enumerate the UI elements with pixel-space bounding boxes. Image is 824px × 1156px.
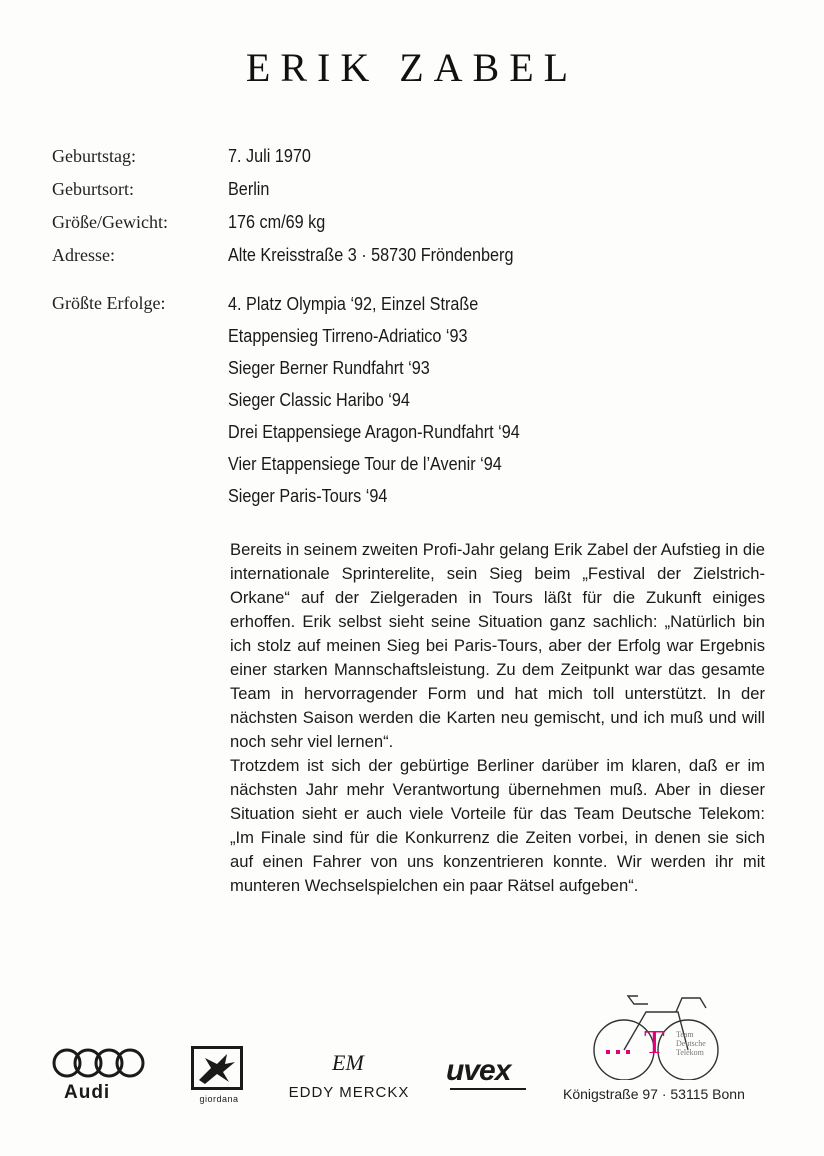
team-line: Deutsche: [676, 1039, 706, 1048]
sponsor-logos: [0, 990, 824, 1140]
gazelle-icon: [191, 1046, 243, 1090]
fact-label: Geburtstag:: [52, 146, 136, 166]
team-line: Telekom: [676, 1048, 704, 1057]
successes-list: [228, 288, 552, 512]
audi-logo: [50, 1046, 150, 1106]
bio-paragraph: Trotzdem ist sich der gebürtige Berliner darüber im klaren, daß er im nächsten Jahr mehr Verantwortung übernehmen muß. Aber in dieser Situation sieht er auch viele Vorteile für das Team Deutsche Telekom: „Im Finale sind für die Konkurrenz die Zeiten vorbei, in denen sie sich auf einen Fahrer von uns konzentrieren konnte. Wir werden ihr mit munteren Wechselspielchen ein paar Rätsel aufgeben“.: [230, 756, 765, 895]
audi-wordmark: Audi: [64, 1082, 111, 1103]
fact-row-birthplace: [52, 173, 792, 206]
merckx-monogram-icon: EM: [332, 1050, 364, 1075]
fact-label: Adresse:: [52, 245, 115, 265]
team-address: Königstraße 97 · 53115 Bonn: [563, 1086, 745, 1102]
fact-row-birthday: [52, 140, 792, 173]
fact-value: Alte Kreisstraße 3 · 58730 Fröndenberg: [228, 245, 514, 265]
team-name-text: [676, 1030, 706, 1057]
uvex-wordmark: uvex: [446, 1054, 511, 1087]
page-title: ERIK ZABEL: [245, 45, 579, 90]
biography-text: [230, 538, 765, 898]
fact-row-size-weight: [52, 206, 792, 239]
eddy-merckx-logo: [284, 1050, 414, 1106]
success-item: Sieger Classic Haribo ‘94: [228, 390, 410, 410]
giordana-wordmark: giordana: [199, 1094, 239, 1104]
personal-facts: [52, 140, 792, 272]
fact-value: 7. Juli 1970: [228, 146, 311, 166]
fact-label: Geburtsort:: [52, 179, 134, 199]
successes-section: [52, 288, 792, 512]
success-item: 4. Platz Olympia ‘92, Einzel Straße: [228, 294, 479, 314]
success-item: Vier Etappensiege Tour de l’Avenir ‘94: [228, 454, 502, 474]
fact-row-address: [52, 239, 792, 272]
bio-paragraph: Bereits in seinem zweiten Profi-Jahr gelang Erik Zabel der Aufstieg in die internationale Sprinterelite, sein Sieg beim „Festival der Zielstrich-Orkane“ auf der Zielgeraden in Tours läßt für die Zukunft einiges erhoffen. Erik selbst sieht seine Situation ganz sachlich: „Natürlich bin ich stolz auf meinen Sieg bei Paris-Tours, aber der Erfolg war Ergebnis einer starken Mannschaftsleistung. Zu dem Zeitpunkt war das gesamte Team in hervorragender Form und hat mich toll unterstützt. In der nächsten Saison werden die Karten neu gemischt, und ich muß und will noch sehr viel lernen“.: [230, 540, 765, 751]
success-item: Sieger Berner Rundfahrt ‘93: [228, 358, 430, 378]
successes-label: Größte Erfolge:: [52, 293, 166, 313]
fact-label: Größe/Gewicht:: [52, 212, 168, 232]
audi-rings-icon: [50, 1046, 150, 1080]
fact-value: Berlin: [228, 179, 270, 199]
uvex-underline: [450, 1088, 526, 1090]
success-item: Drei Etappensiege Aragon-Rundfahrt ‘94: [228, 422, 520, 442]
success-item: Sieger Paris-Tours ‘94: [228, 486, 388, 506]
telekom-t-mark: T: [644, 1024, 665, 1061]
merckx-wordmark: EDDY MERCKX: [288, 1084, 410, 1101]
giordana-logo: [186, 1046, 252, 1108]
uvex-logo: [446, 1054, 536, 1094]
team-line: Team: [676, 1030, 694, 1039]
success-item: Etappensieg Tirreno-Adriatico ‘93: [228, 326, 468, 346]
team-telekom-logo: [588, 990, 728, 1080]
fact-value: 176 cm/69 kg: [228, 212, 326, 232]
